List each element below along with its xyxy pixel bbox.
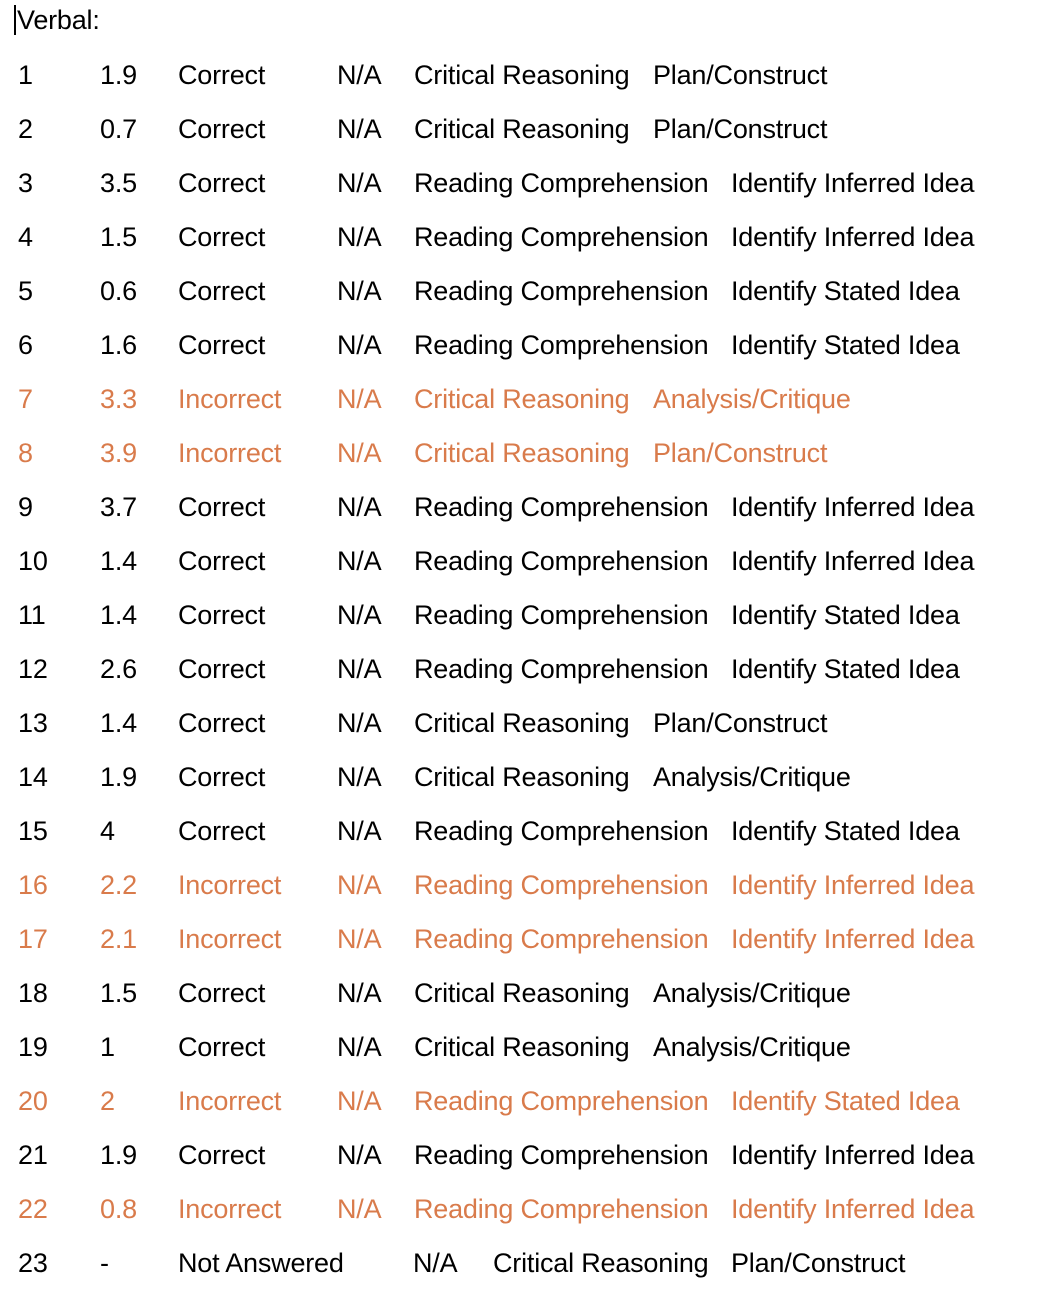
flagged-status: N/A [337, 384, 382, 414]
flagged-status: N/A [337, 492, 382, 522]
question-type: Reading Comprehension [414, 1194, 709, 1224]
skill-tested: Identify Stated Idea [731, 330, 960, 360]
table-row [0, 588, 1058, 642]
flagged-status: N/A [337, 816, 382, 846]
table-row [0, 804, 1058, 858]
table-row [0, 1074, 1058, 1128]
result-status: Not Answered [178, 1248, 344, 1278]
result-status: Correct [178, 1140, 266, 1170]
question-number: 10 [18, 546, 48, 576]
flagged-status: N/A [337, 924, 382, 954]
question-type: Reading Comprehension [414, 816, 709, 846]
question-number: 13 [18, 708, 48, 738]
flagged-status: N/A [337, 546, 382, 576]
table-row [0, 534, 1058, 588]
result-status: Correct [178, 600, 266, 630]
time-spent: 1.9 [100, 1140, 137, 1170]
question-number: 2 [18, 114, 33, 144]
question-number: 7 [18, 384, 33, 414]
table-row [0, 156, 1058, 210]
question-number: 12 [18, 654, 48, 684]
skill-tested: Plan/Construct [653, 708, 828, 738]
skill-tested: Analysis/Critique [653, 1032, 851, 1062]
result-status: Correct [178, 492, 266, 522]
flagged-status: N/A [337, 600, 382, 630]
table-row [0, 1236, 1058, 1290]
skill-tested: Analysis/Critique [653, 978, 851, 1008]
question-number: 22 [18, 1194, 48, 1224]
time-spent: 1.5 [100, 978, 137, 1008]
question-type: Critical Reasoning [414, 978, 630, 1008]
table-row [0, 426, 1058, 480]
flagged-status: N/A [337, 1086, 382, 1116]
section-heading [0, 0, 100, 40]
flagged-status: N/A [337, 276, 382, 306]
result-status: Correct [178, 1032, 266, 1062]
question-number: 18 [18, 978, 48, 1008]
result-status: Correct [178, 816, 266, 846]
result-status: Incorrect [178, 1086, 282, 1116]
question-type: Reading Comprehension [414, 924, 709, 954]
table-row [0, 210, 1058, 264]
time-spent: 1.9 [100, 762, 137, 792]
time-spent: 3.7 [100, 492, 137, 522]
flagged-status: N/A [413, 1248, 458, 1278]
question-number: 5 [18, 276, 33, 306]
time-spent: 0.7 [100, 114, 137, 144]
table-row [0, 372, 1058, 426]
question-number: 14 [18, 762, 48, 792]
skill-tested: Analysis/Critique [653, 762, 851, 792]
time-spent: 2.1 [100, 924, 137, 954]
result-status: Correct [178, 330, 266, 360]
time-spent: 1.4 [100, 546, 137, 576]
result-status: Correct [178, 222, 266, 252]
skill-tested: Analysis/Critique [653, 384, 851, 414]
result-status: Incorrect [178, 870, 282, 900]
table-row [0, 102, 1058, 156]
skill-tested: Identify Stated Idea [731, 276, 960, 306]
question-number: 16 [18, 870, 48, 900]
time-spent: 1.4 [100, 708, 137, 738]
skill-tested: Identify Stated Idea [731, 600, 960, 630]
question-number: 1 [18, 60, 33, 90]
question-number: 17 [18, 924, 48, 954]
section-title: Verbal: [17, 5, 100, 35]
question-number: 4 [18, 222, 33, 252]
question-type: Critical Reasoning [414, 762, 630, 792]
question-type: Reading Comprehension [414, 654, 709, 684]
time-spent: 2.2 [100, 870, 137, 900]
table-row [0, 750, 1058, 804]
table-row [0, 696, 1058, 750]
flagged-status: N/A [337, 222, 382, 252]
question-type: Reading Comprehension [414, 492, 709, 522]
time-spent: 0.6 [100, 276, 137, 306]
result-status: Correct [178, 276, 266, 306]
flagged-status: N/A [337, 978, 382, 1008]
question-type: Reading Comprehension [414, 1140, 709, 1170]
flagged-status: N/A [337, 654, 382, 684]
skill-tested: Identify Inferred Idea [731, 870, 975, 900]
table-row [0, 318, 1058, 372]
time-spent: 1 [100, 1032, 115, 1062]
skill-tested: Identify Inferred Idea [731, 546, 975, 576]
time-spent: 1.9 [100, 60, 137, 90]
result-status: Incorrect [178, 384, 282, 414]
result-status: Incorrect [178, 1194, 282, 1224]
question-number: 3 [18, 168, 33, 198]
table-row [0, 1128, 1058, 1182]
flagged-status: N/A [337, 114, 382, 144]
flagged-status: N/A [337, 438, 382, 468]
table-row [0, 480, 1058, 534]
result-status: Incorrect [178, 438, 282, 468]
question-number: 20 [18, 1086, 48, 1116]
question-number: 21 [18, 1140, 48, 1170]
skill-tested: Plan/Construct [653, 438, 828, 468]
time-spent: 1.4 [100, 600, 137, 630]
skill-tested: Identify Stated Idea [731, 816, 960, 846]
result-status: Correct [178, 978, 266, 1008]
time-spent: 3.3 [100, 384, 137, 414]
flagged-status: N/A [337, 60, 382, 90]
time-spent: 0.8 [100, 1194, 137, 1224]
result-status: Correct [178, 168, 266, 198]
result-status: Incorrect [178, 924, 282, 954]
skill-tested: Identify Inferred Idea [731, 222, 975, 252]
question-type: Reading Comprehension [414, 870, 709, 900]
question-type: Reading Comprehension [414, 276, 709, 306]
question-breakdown-table [0, 48, 1058, 1290]
result-status: Correct [178, 654, 266, 684]
time-spent: 1.5 [100, 222, 137, 252]
skill-tested: Identify Inferred Idea [731, 1194, 975, 1224]
text-cursor-caret [14, 5, 16, 35]
question-type: Reading Comprehension [414, 168, 709, 198]
result-status: Correct [178, 708, 266, 738]
question-type: Critical Reasoning [414, 114, 630, 144]
time-spent: 1.6 [100, 330, 137, 360]
flagged-status: N/A [337, 330, 382, 360]
flagged-status: N/A [337, 870, 382, 900]
result-status: Correct [178, 114, 266, 144]
table-row [0, 1020, 1058, 1074]
flagged-status: N/A [337, 1032, 382, 1062]
question-type: Critical Reasoning [414, 438, 630, 468]
flagged-status: N/A [337, 168, 382, 198]
question-type: Critical Reasoning [414, 60, 630, 90]
skill-tested: Identify Stated Idea [731, 1086, 960, 1116]
table-row [0, 642, 1058, 696]
result-status: Correct [178, 762, 266, 792]
time-spent: 2 [100, 1086, 115, 1116]
table-row [0, 1182, 1058, 1236]
skill-tested: Identify Inferred Idea [731, 924, 975, 954]
skill-tested: Identify Inferred Idea [731, 492, 975, 522]
question-type: Critical Reasoning [414, 1032, 630, 1062]
question-number: 8 [18, 438, 33, 468]
skill-tested: Identify Stated Idea [731, 654, 960, 684]
flagged-status: N/A [337, 1194, 382, 1224]
question-type: Reading Comprehension [414, 600, 709, 630]
flagged-status: N/A [337, 1140, 382, 1170]
time-spent: 3.9 [100, 438, 137, 468]
question-type: Reading Comprehension [414, 222, 709, 252]
table-row [0, 912, 1058, 966]
question-number: 15 [18, 816, 48, 846]
result-status: Correct [178, 60, 266, 90]
question-type: Reading Comprehension [414, 1086, 709, 1116]
table-row [0, 966, 1058, 1020]
question-type: Critical Reasoning [493, 1248, 709, 1278]
question-number: 19 [18, 1032, 48, 1062]
flagged-status: N/A [337, 708, 382, 738]
table-row [0, 858, 1058, 912]
question-type: Critical Reasoning [414, 384, 630, 414]
question-number: 9 [18, 492, 33, 522]
skill-tested: Plan/Construct [731, 1248, 906, 1278]
result-status: Correct [178, 546, 266, 576]
question-number: 6 [18, 330, 33, 360]
table-row [0, 264, 1058, 318]
question-number: 11 [18, 600, 46, 630]
time-spent: - [100, 1248, 109, 1278]
question-number: 23 [18, 1248, 48, 1278]
time-spent: 2.6 [100, 654, 137, 684]
question-type: Critical Reasoning [414, 708, 630, 738]
flagged-status: N/A [337, 762, 382, 792]
skill-tested: Identify Inferred Idea [731, 1140, 975, 1170]
skill-tested: Identify Inferred Idea [731, 168, 975, 198]
time-spent: 3.5 [100, 168, 137, 198]
time-spent: 4 [100, 816, 115, 846]
table-row [0, 48, 1058, 102]
skill-tested: Plan/Construct [653, 60, 828, 90]
skill-tested: Plan/Construct [653, 114, 828, 144]
question-type: Reading Comprehension [414, 330, 709, 360]
question-type: Reading Comprehension [414, 546, 709, 576]
